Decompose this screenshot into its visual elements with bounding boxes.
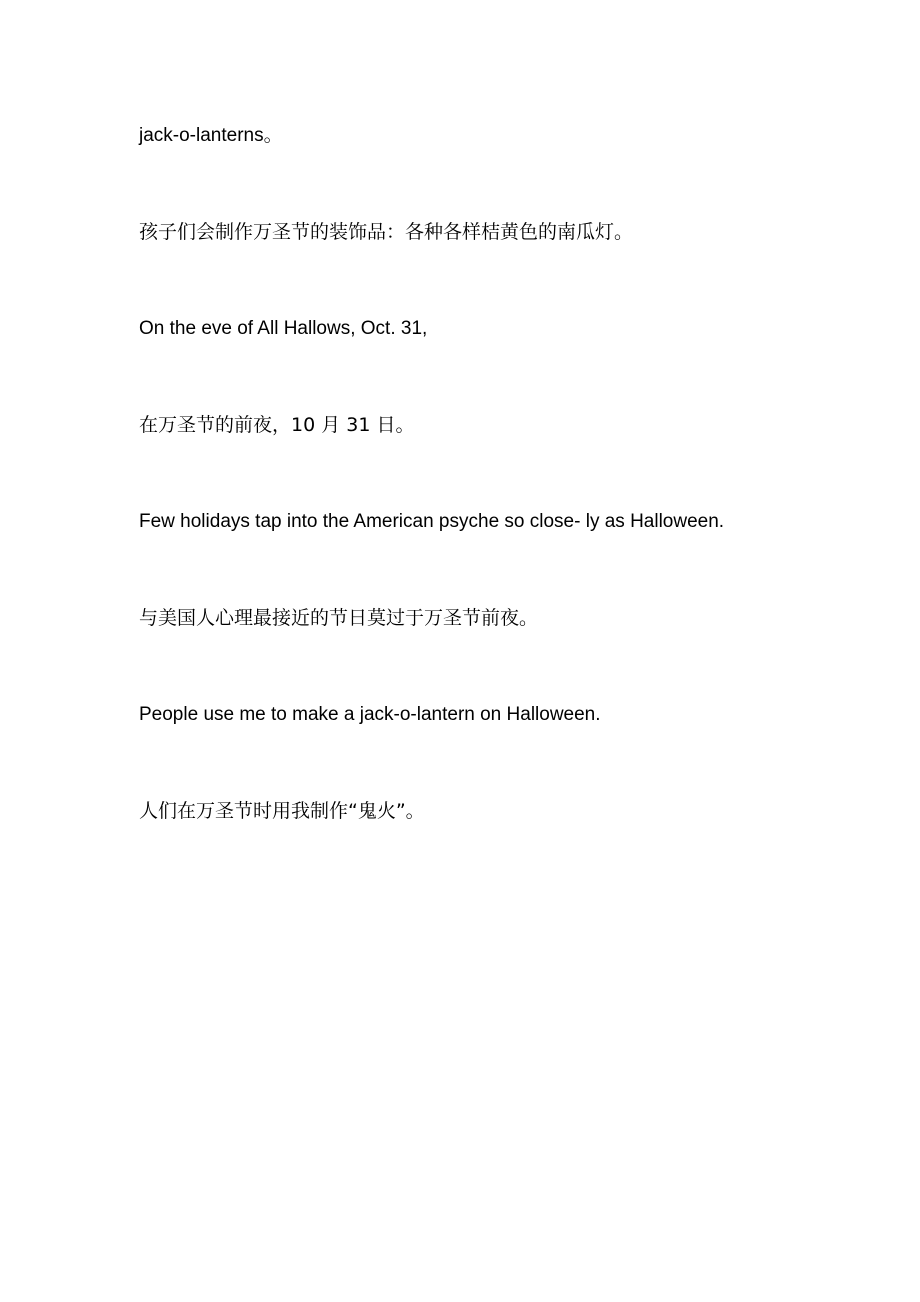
text-line-chinese: 与美国人心理最接近的节日莫过于万圣节前夜。 xyxy=(139,607,539,629)
text-line-chinese: 孩子们会制作万圣节的装饰品：各种各样桔黄色的南瓜灯。 xyxy=(139,221,634,243)
text-line-english: On the eve of All Hallows, Oct. 31, xyxy=(139,318,428,339)
text-line-english: People use me to make a jack-o-lantern on Halloween. xyxy=(139,704,601,725)
text-line-chinese: 人们在万圣节时用我制作“鬼火”。 xyxy=(139,800,425,822)
text-line-chinese: 在万圣节的前夜，10 月 31 日。 xyxy=(139,414,415,436)
text-line-english: jack-o-lanterns。 xyxy=(139,125,283,146)
text-line-english: Few holidays tap into the American psyche so close- ly as Halloween. xyxy=(139,511,725,532)
